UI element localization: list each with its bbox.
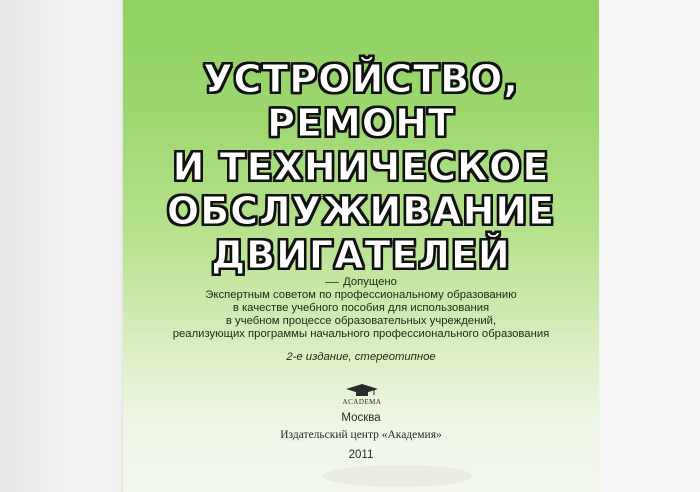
logo-wordmark: ACADEMA (342, 398, 382, 406)
title-line: УСТРОЙСТВО, (203, 57, 519, 101)
paper-stain (323, 465, 473, 487)
approval-line: в качестве учебного пособия для использования (232, 302, 490, 314)
dash-mark (325, 282, 339, 283)
approval-statement (123, 276, 599, 341)
title-line: И ТЕХНИЧЕСКОЕ (172, 145, 550, 189)
title-line: ОБСЛУЖИВАНИЕ (166, 189, 556, 233)
approval-heading: Допущено (343, 276, 397, 288)
graduation-cap-icon (345, 383, 379, 397)
approval-line: Экспертным советом по профессиональному образованию (205, 289, 517, 301)
book-cover (123, 0, 599, 492)
approval-line (123, 276, 599, 289)
approval-line: в учебном процессе образовательных учреждений, (225, 315, 497, 327)
publication-year: 2011 (348, 449, 374, 461)
title-line: ДВИГАТЕЛЕЙ (211, 233, 511, 277)
title-line: РЕМОНТ (267, 101, 455, 145)
publisher-name: Издательский центр «Академия» (280, 429, 442, 441)
book-title (123, 57, 599, 277)
edition-note: 2-е издание, стереотипное (286, 351, 436, 363)
publisher-logo (333, 383, 391, 411)
approval-line: реализующих программы начального профессионального образования (172, 328, 550, 340)
publication-city: Москва (341, 412, 381, 424)
